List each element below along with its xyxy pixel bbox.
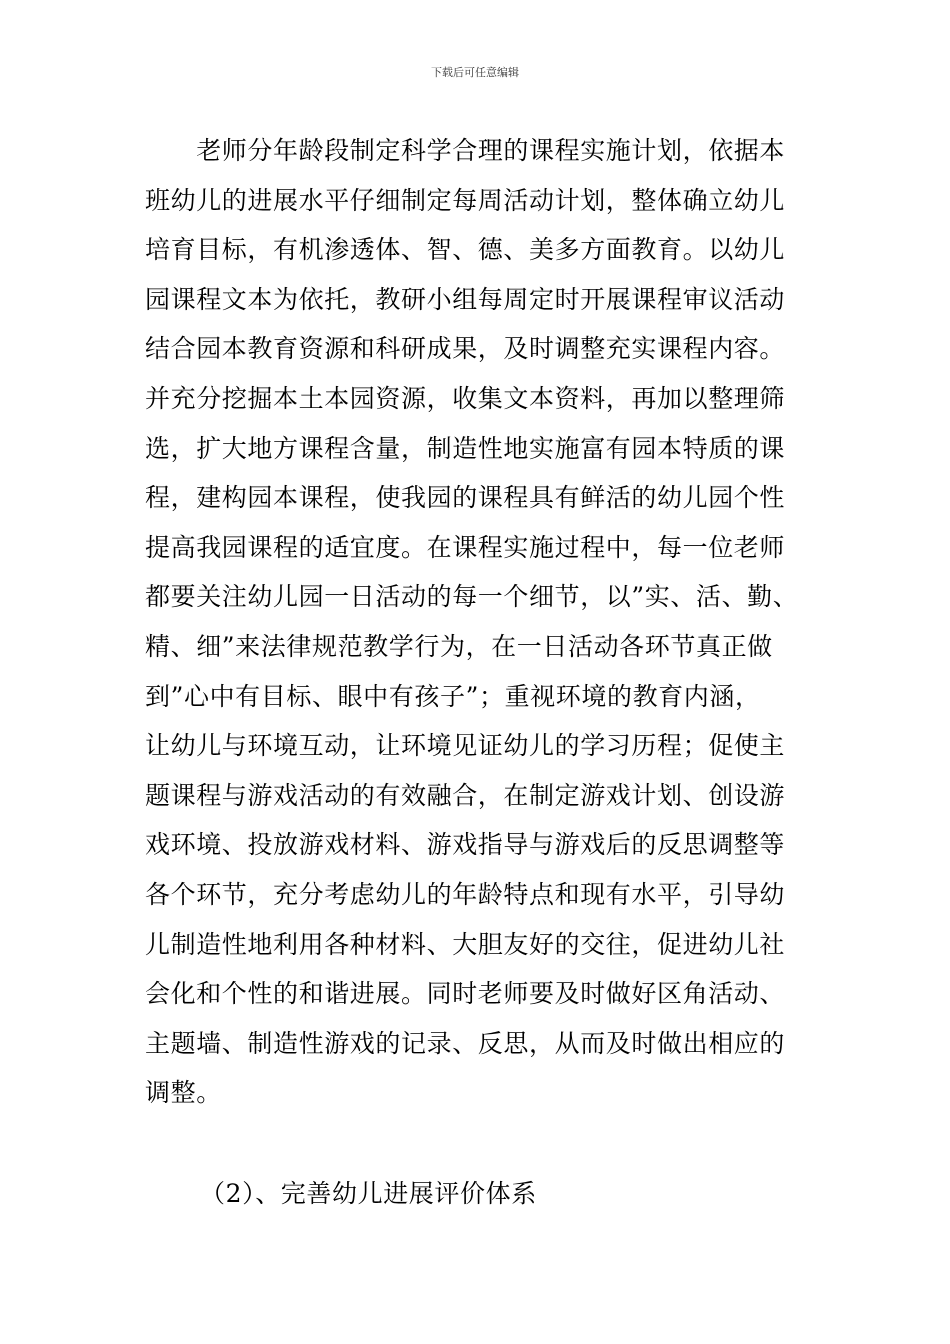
paragraph-line: 班幼儿的进展水平仔细制定每周活动计划，整体确立幼儿 xyxy=(145,185,786,215)
paragraph-line: 都要关注幼儿园一日活动的每一个细节，以”实、活、勤、 xyxy=(145,582,799,612)
paragraph-line: 会化和个性的和谐进展。同时老师要及时做好区角活动、 xyxy=(145,979,786,1009)
paragraph-line: 结合园本教育资源和科研成果，及时调整充实课程内容。 xyxy=(145,334,786,364)
paragraph-line: 题课程与游戏活动的有效融合，在制定游戏计划、创设游 xyxy=(145,780,786,810)
paragraph-line: 园课程文本为依托，教研小组每周定时开展课程审议活动 xyxy=(145,284,786,314)
paragraph-line: 老师分年龄段制定科学合理的课程实施计划，依据本 xyxy=(145,136,786,165)
paragraph-line: 精、细”来法律规范教学行为，在一日活动各环节真正做 xyxy=(145,631,773,661)
body-paragraph xyxy=(145,131,825,1123)
paragraph-line: 让幼儿与环境互动，让环境见证幼儿的学习历程；促使主 xyxy=(145,731,786,761)
paragraph-line: 并充分挖掘本土本园资源，收集文本资料，再加以整理筛 xyxy=(145,383,786,413)
page-header: 下载后可任意编辑 xyxy=(431,66,519,79)
paragraph-line: 主题墙、制造性游戏的记录、反思，从而及时做出相应的 xyxy=(145,1028,786,1058)
paragraph-line: 培育目标，有机渗透体、智、德、美多方面教育。以幼儿 xyxy=(145,235,786,265)
paragraph-line: 调整。 xyxy=(145,1078,222,1108)
paragraph-line: 戏环境、投放游戏材料、游戏指导与游戏后的反思调整等 xyxy=(145,830,786,860)
paragraph-line: 选，扩大地方课程含量，制造性地实施富有园本特质的课 xyxy=(145,433,786,463)
paragraph-line: 程，建构园本课程，使我园的课程具有鲜活的幼儿园个性 xyxy=(145,483,786,513)
section-heading: （2）、完善幼儿进展评价体系 xyxy=(200,1179,537,1208)
paragraph-line: 各个环节，充分考虑幼儿的年龄特点和现有水平，引导幼 xyxy=(145,879,786,909)
paragraph-line: 儿制造性地利用各种材料、大胆友好的交往，促进幼儿社 xyxy=(145,929,786,959)
paragraph-line: 提高我园课程的适宜度。在课程实施过程中，每一位老师 xyxy=(145,532,786,562)
paragraph-line: 到”心中有目标、眼中有孩子”；重视环境的教育内涵， xyxy=(145,681,761,711)
